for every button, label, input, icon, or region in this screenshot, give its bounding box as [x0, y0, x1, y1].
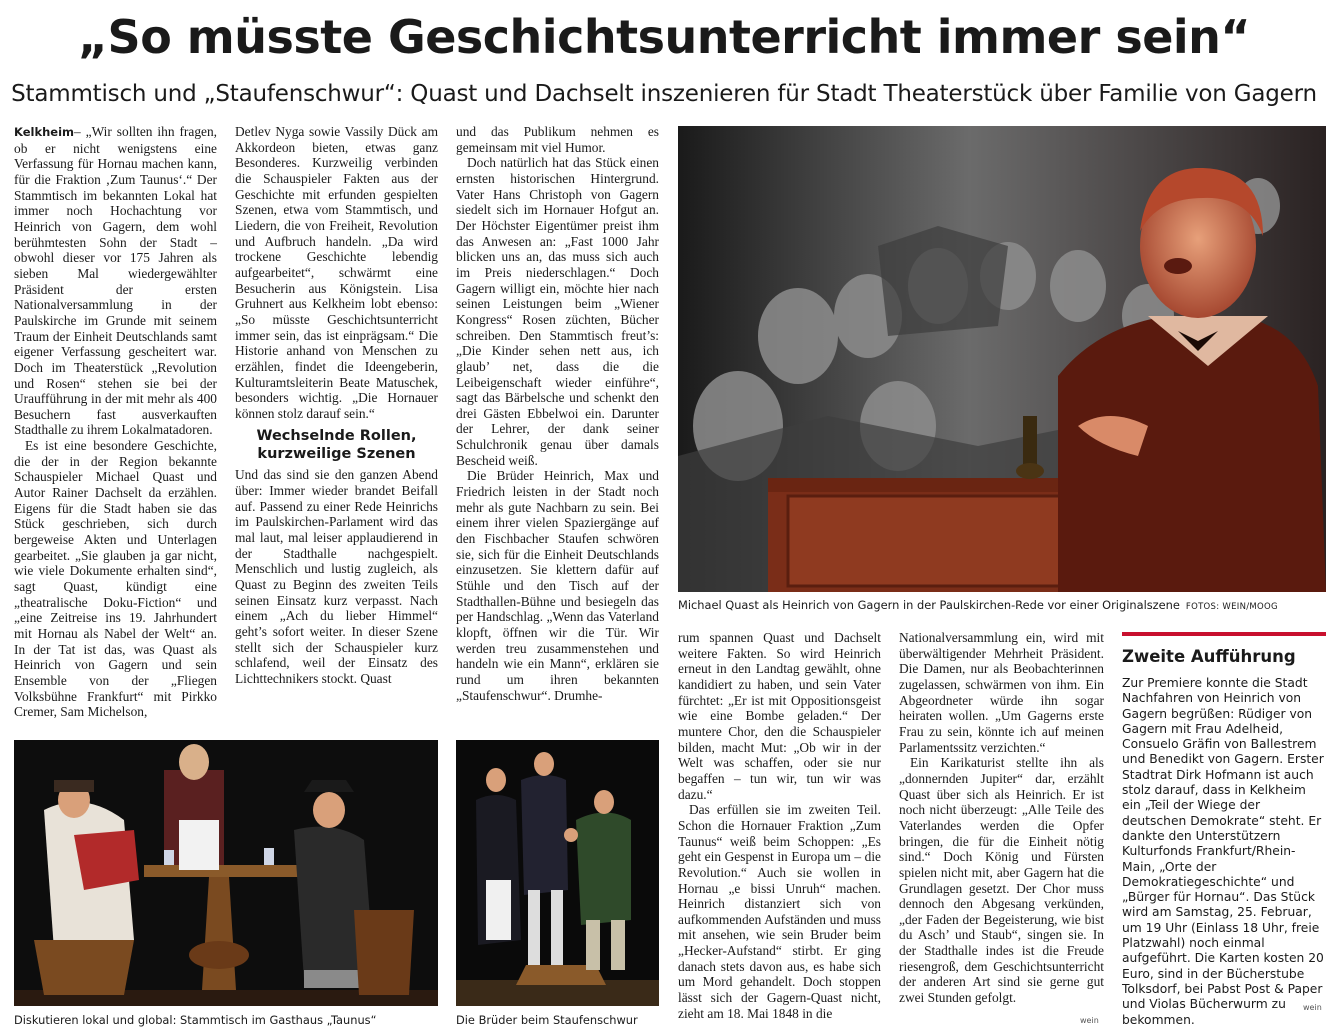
infobox-signature: wein — [1303, 1003, 1322, 1012]
paragraph: Ein Karikaturist stellte ihn als „donnernden Jupiter“ dar, erzählt Quast über sich als Heinrich. Er ist noch nicht überzeugt: „Alle Teile des Vaterlandes werden die Opfer bringen, die für die Einheit nötig sind.“ Doch König und Fürsten spielen nicht mit, aber Gagern hat die Grundlagen gesetzt. Der Chor muss dennoch den Abgesang verkünden, „der Faden der Begeisterung, wie bist du Asch’ und Staub“, singen sie. In der Stadthalle indes ist die Freude riesengroß, dem Geschichtsunterricht der anderen Art sind sie gerne gut zwei Stunden gefolgt. — [899, 755, 1104, 1006]
main-photo — [678, 126, 1326, 592]
main-photo-caption — [678, 598, 1278, 614]
article-signature: wein — [1080, 1016, 1099, 1025]
paragraph: Die Brüder Heinrich, Max und Friedrich leisten in der Stadt noch mehr als gute Nachbarn zu sein. Bei einem ihrer vielen Spaziergänge auf den Fischbacher Staufen schwören sie, sich für die Einheit Deutschlands einzusetzen. Sie klettern dafür auf Stühle und den Tisch auf der Stadthallen-Bühne und besiegeln das per Handschlag. „Wenn das Vaterland klopft, öffnen wir die Tür. Wir werden treu zusammenstehen und handeln wie ein Mann“, erklären sie rund um ihren bekannten „Staufenschwur“. Drumhe- — [456, 468, 659, 703]
paragraph: – „Wir sollten ihn fragen, ob er nicht wenigstens eine Verfassung für Hornau machen kann, für die Fraktion ‚Zum Taunus‘.“ Der Stammtisch im bekannten Lokal hat immer noch Hochachtung vor Heinrich von Gagern, dem wohl berühmtesten Sohn der Stadt – obwohl dieser vor 175 Jahren als sieben Mal wiedergewählter Präsident der ersten Nationalversammlung in der Paulskirche im Grunde mit seinem Traum der Einheit Deutschlands samt eigener Verfassung gescheitert war. Doch im Theaterstück „Revolution und Rosen“ stehen sie bei der Uraufführung in der mit mehr als 400 Besuchern fast ausverkauften Stadthalle zu ihrem Lokalmatadoren. — [14, 124, 217, 438]
paragraph: Das erfüllen sie im zweiten Teil. Schon die Hornauer Fraktion „Zum Taunus“ weiß beim Schoppen: „Es geht ein Gespenst in Europa um – die Revolution.“ Auch sie wollen in Hornau „e bissi Unruh“ machen. Heinrich distanziert sich von aufkommenden Aufständen und muss mit ansehen, wie sein Bruder beim „Hecker-Aufstand“ stirbt. Er ging danach stets davon aus, es habe sich um Mord gehandelt. Doch stoppen lässt sich der Gagern-Quast nicht, zieht am 18. Mai 1848 in die — [678, 802, 881, 1021]
article-column-3 — [456, 124, 659, 724]
infobox-accent-rule — [1122, 632, 1326, 636]
paragraph: und das Publikum nehmen es gemeinsam mit viel Humor. — [456, 124, 659, 155]
dateline: Kelkheim — [14, 125, 75, 139]
paragraph: Doch natürlich hat das Stück einen ernsten historischen Hintergrund. Vater Hans Christoph von Gagern siedelt sich im Hornauer Hofgut an. Der Höchster Eigentümer preist ihm das Anwesen an: „Fast 1000 Jahr blicken uns an, das muss sich auch im Preis niederschlagen.“ Doch Gagern willigt ein, möchte hier nach seinen Leistungen beim „Wiener Kongress“ Rosen züchten, Bücher schreiben. Den Stammtisch freut’s: „Die Kinder sehen nett aus, ich glaub’ net, dass die die Leibeigenschaft wieder einführe“, sagt das Bärbelsche und schenkt den drei Gästen Ebbelwoi ein. Darunter der Lehrer, der dank seiner Schulchronik genau über damals Bescheid weiß. — [456, 155, 659, 468]
stammtisch-illustration — [14, 740, 438, 1006]
speaker-photo-illustration — [678, 126, 1326, 592]
stammtisch-caption: Diskutieren lokal und global: Stammtisch im Gasthaus „Taunus“ — [14, 1013, 377, 1027]
stammtisch-photo — [14, 740, 438, 1006]
brothers-photo — [456, 740, 659, 1006]
headline: „So müsste Geschichtsunterricht immer sein“ — [77, 10, 1251, 64]
paragraph: Es ist eine besondere Geschichte, die der in der Region bekannte Schauspieler Michael Quast und Autor Rainer Dachselt da erzählen. Eigens für die Stadt haben sie das Stück geschrieben, sich durch bergeweise Akten und Unterlagen gearbeitet. „Sie glauben ja gar nicht, wie viele Dokumente erhalten sind“, sagt Quast, kündigt eine „theatralische Doku-Fiction“ und „eine Zeitreise ins 19. Jahrhundert mit Hornau als Nabel der Welt“ an. In der Tat ist das, was Quast als Heinrich von Gagern und sein Ensemble von der „Fliegen Volksbühne Frankfurt“ mit Pirkko Cremer, Sam Michelson, — [14, 438, 217, 720]
paragraph: Detlev Nyga sowie Vassily Dück am Akkordeon bieten, etwas ganz Besonderes. Kurzweilig verbinden die Schauspieler Fakten aus der Geschichte mit erfunden gespielten Szenen, etwa vom Stammtisch, und Liedern, die von Freiheit, Revolution und Aufbruch handeln. „Da wird trockene Geschichte lebendig aufgearbeitet“, schwärmt eine Besucherin aus Königstein. Lisa Gruhnert aus Kelkheim lobt ebenso: „So müsste Geschichtsunterricht immer sein, das ist einprägsam.“ Die Historie anhand von Menschen zu erzählen, findet die Ideengeberin, Kulturamtsleiterin Beate Matuschek, besonders wichtig. „Die Hornauer können stolz darauf sein.“ — [235, 124, 438, 421]
article-column-5 — [899, 630, 1104, 1032]
article-column-4 — [678, 630, 881, 1032]
subheading: Wechselnde Rollen, kurzweilige Szenen — [256, 428, 417, 463]
article-column-1 — [14, 124, 217, 724]
brothers-caption: Die Brüder beim Staufenschwur — [456, 1013, 638, 1027]
subheadline: Stammtisch und „Staufenschwur“: Quast und Dachselt inszenieren für Stadt Theaterstück über Familie von Gagern — [11, 81, 1317, 107]
photo-credit: FOTOS: WEIN/MOOG — [1185, 602, 1278, 612]
infobox-paragraph: Zur Premiere konnte die Stadt Nachfahren von Heinrich von Gagern begrüßen: Rüdiger von Gagern mit Frau Adelheid, Consuelo Gräfin von Ballestrem und Benedikt von Gagern. Erster Stadtrat Dirk Hofmann ist auch stolz darauf, dass in Kelkheim ein „Teil der Wiege der deutschen Demokrate“ steht. Er dankte den Unterstützern Kulturfonds Frankfurt/Rhein-Main, „Orte der Demokratiegeschichte“ und „Bürger für Hornau“. Das Stück wird am Samstag, 25. Februar, um 19 Uhr (Einlass 18 Uhr, freie Platzwahl) noch einmal aufgeführt. Die Karten kosten 20 Euro, sind in der Bücherstube Tolksdorf, bei Pabst Post & Paper und Violas Bücherwurm zu bekommen. — [1122, 676, 1324, 1027]
paragraph: rum spannen Quast und Dachselt weitere Fakten. So wird Heinrich erneut in den Landtag gewählt, ohne kandidiert zu haben, und sein Vater fürchtet: „Er ist mit Oppositionsgeist wie eine Bombe geladen.“ Der muntere Chor, den die Schauspieler bilden, macht Mut: „Ob wir in der Welt was schaffen, oder sie nur begaffen – tun wir, tun wir was dazu.“ — [678, 630, 881, 802]
infobox-text — [1122, 676, 1326, 1027]
paragraph: Und das sind sie den ganzen Abend über: Immer wieder brandet Beifall auf. Passend zu einer Rede Heinrichs im Paulskirchen-Parlament wird das mal laut, mal leiser applaudierend in der Stadthalle nachgespielt. Menschlich und lustig zugleich, als Quast zu Beginn des zweiten Teils seinen Einsatz kurz verpasst. Nach einem „Ach du lieber Himmel“ geht’s sofort weiter. In dieser Szene stellt sich der Schauspieler kurz schlafend, weil der Einsatz des Lichttechnikers stockt. Quast — [235, 467, 438, 686]
infobox-title: Zweite Aufführung — [1122, 647, 1296, 666]
caption-text: Michael Quast als Heinrich von Gagern in der Paulskirchen-Rede vor einer Originalszene — [678, 598, 1180, 612]
brothers-illustration — [456, 740, 659, 1006]
paragraph: Nationalversammlung ein, wird mit überwältigender Mehrheit Präsident. Die Damen, nur als Beobachterinnen zugelassen, schwärmen von ihm. Ein Abgeordneter würde ihn sogar heiraten wollen. „Um Gagerns erste Frau zu sein, könnte ich auf meinen Parlamentssitz verzichten.“ — [899, 630, 1104, 755]
article-column-2 — [235, 124, 438, 724]
